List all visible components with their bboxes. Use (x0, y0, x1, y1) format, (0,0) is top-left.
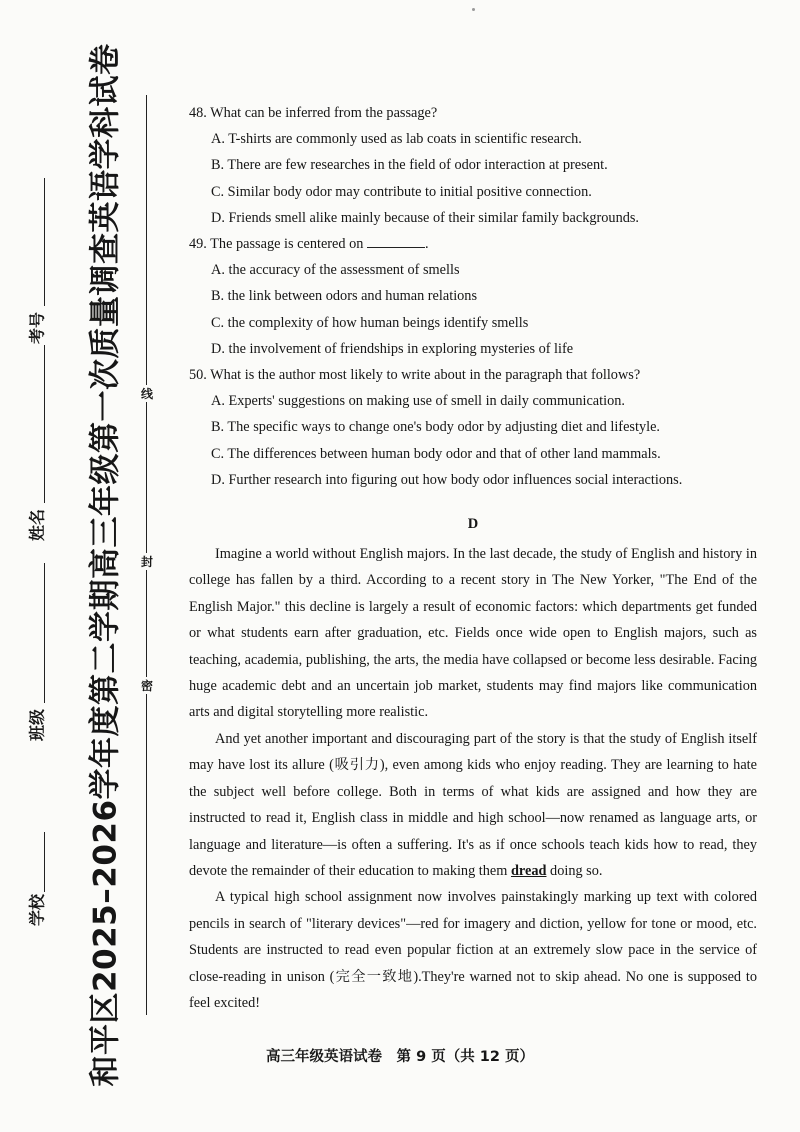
option-a: A. Experts' suggestions on making use of smell in daily communication. (211, 393, 625, 410)
option-b: B. the link between odors and human relations (211, 288, 478, 305)
question-stem: 50. What is the author most likely to write about in the paragraph that follows? (189, 367, 641, 384)
option-d: D. Further research into figuring out how body odor influences social interactions. (211, 471, 683, 488)
question-stem-text: 49. The passage is centered on (189, 236, 364, 253)
exam-number-blank[interactable] (44, 178, 45, 306)
option-d: D. the involvement of friendships in exploring mysteries of life (211, 340, 574, 357)
passage-paragraph-1: Imagine a world without English majors. In the last decade, the study of English and history in college has fallen by a third. According to a recent story in The New Yorker, "The End of the English Major." this decline is largely a result of economic factors: which departments get funded or what students earn after graduation, etc. Fields once wide open to English majors, such as teaching, academia, publishing, the arts, the media have collapsed or become less desirable. Facing huge academic debt and an uncertain job market, students may find majors like communication arts and digital storytelling more realistic. (189, 546, 757, 721)
option-b: B. There are few researches in the field of odor interaction at present. (211, 157, 608, 174)
seal-mark-seal: 封 (138, 553, 156, 570)
option-a: A. the accuracy of the assessment of smells (211, 262, 460, 279)
passage-paragraph-3: A typical high school assignment now involves painstakingly marking up text with colored pencils in search of "literary devices"—red for imagery and diction, yellow for tone or mood, etc. Students are instructed to read even popular fiction at an extremely slow pace in the service of close-reading in unison (完全一致地).They're warned not to skip ahead. No one is supposed to feel excited! (189, 889, 757, 1011)
school-blank[interactable] (44, 832, 45, 892)
option-c: C. the complexity of how human beings identify smells (211, 314, 529, 331)
question-48 (189, 100, 757, 231)
page-footer: 高三年级英语试卷 第 9 页（共 12 页） (266, 1049, 534, 1065)
question-stem: 48. What can be inferred from the passage? (189, 105, 438, 121)
paragraph-text-end: doing so. (550, 862, 603, 879)
option-c: C. The differences between human body odor and that of other land mammals. (211, 445, 661, 462)
school-label: 学校 (27, 893, 47, 927)
option-d: D. Friends smell alike mainly because of their similar family backgrounds. (211, 209, 640, 226)
passage-paragraph-2 (189, 726, 757, 884)
exam-title-text: 和平区2025–2026学年度第二学期高三年级第一次质量调查英语学科试卷 (87, 43, 124, 1087)
answer-blank (367, 233, 425, 248)
question-49 (189, 231, 757, 362)
question-stem (189, 231, 757, 257)
name-label: 姓名 (27, 508, 47, 542)
question-50 (189, 362, 757, 493)
scan-speck (472, 8, 475, 11)
exam-number-label: 考号 (27, 311, 47, 345)
option-b: B. The specific ways to change one's body odor by adjusting diet and lifestyle. (211, 419, 660, 436)
option-a: A. T-shirts are commonly used as lab coats in scientific research. (211, 131, 582, 148)
paragraph-text: And yet another important and discouraging part of the story is that the study of English itself may have lost its allure (吸引力), even among kids who enjoy reading. They are learning to hate the subject well before college. Both in terms of what kids are assigned and how they are instructed to read it, English class in middle and high school—now renamed as language arts, or language and literature—is often a suffering. It's as if once schools teach kids how to read, they devote the remainder of their education to making them (189, 730, 757, 879)
name-blank[interactable] (44, 345, 45, 503)
class-label: 班级 (27, 708, 47, 742)
question-stem-end: . (425, 236, 429, 253)
page-content (189, 100, 757, 1016)
class-blank[interactable] (44, 563, 45, 703)
seal-mark-line: 线 (138, 385, 156, 402)
option-c: C. Similar body odor may contribute to initial positive connection. (211, 183, 592, 200)
seal-mark-secret: 密 (138, 677, 156, 694)
section-heading: D (467, 516, 479, 533)
underlined-word: dread (510, 862, 547, 879)
